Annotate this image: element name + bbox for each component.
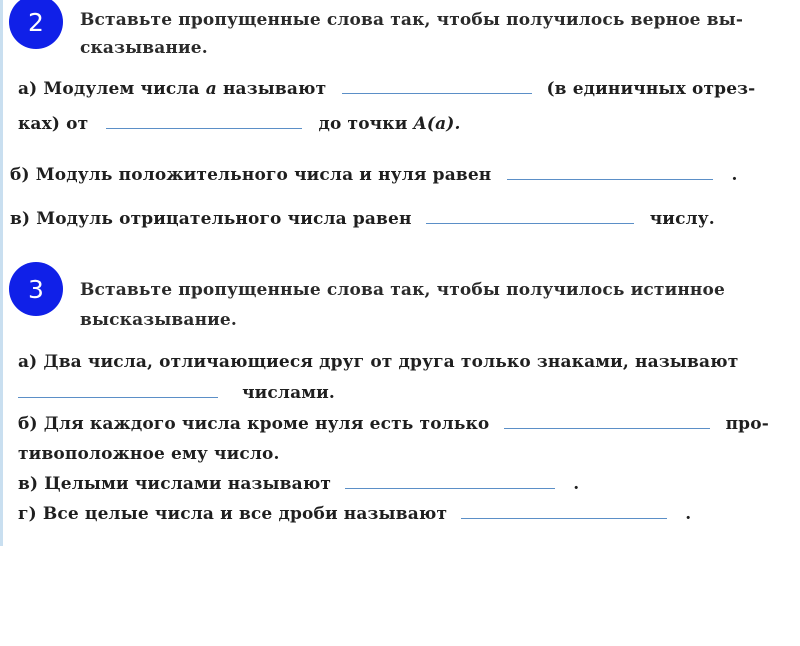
item-text: . [573,474,580,494]
item-text: а) Модулем числа [18,79,200,99]
item-text: про- [725,414,769,434]
task2-instruction-line1: Вставьте пропущенные слова так, чтобы получилось верное вы- [80,10,744,30]
item-text: числами. [242,383,335,403]
task2-item-a-line1 [18,78,755,100]
answer-blank[interactable] [342,79,532,94]
item-text: называют [222,79,327,99]
task3-item-a-line2 [18,382,335,404]
answer-blank[interactable] [18,383,218,398]
task-number-badge: 3 [9,262,63,316]
task2-item-a-line2 [18,113,461,135]
answer-blank[interactable] [461,504,667,519]
item-text: . [685,504,692,524]
task3-item-b-line1 [18,413,769,435]
task3-instruction-line1: Вставьте пропущенные слова так, чтобы получилось истинное [80,280,725,300]
page-edge-strip [0,0,3,546]
item-text: б) Модуль положительного числа и нуля равен [10,165,492,185]
task3-instruction-line2: высказывание. [80,310,237,330]
item-text: до точки [318,114,408,134]
task2-item-c [10,208,715,230]
answer-blank[interactable] [426,209,634,224]
task2-instruction-line2: сказывание. [80,38,208,58]
item-text: б) Для каждого числа кроме нуля есть только [18,414,490,434]
answer-blank[interactable] [106,114,302,129]
task-number-badge: 2 [9,0,63,49]
answer-blank[interactable] [345,474,555,489]
item-text: в) Целыми числами называют [18,474,332,494]
task3-item-b-line2: тивоположное ему число. [18,444,280,464]
item-text: г) Все целые числа и все дроби называют [18,504,448,524]
task3-item-c [18,473,579,495]
variable-a: a [205,79,217,99]
item-text: в) Модуль отрицательного числа равен [10,209,412,229]
answer-blank[interactable] [504,414,710,429]
task3-item-d [18,503,691,525]
task3-item-a-line1: а) Два числа, отличающиеся друг от друга только знаками, называют [18,352,739,372]
item-text: (в единичных отрез- [546,79,756,99]
item-text: числу. [649,209,715,229]
item-text: . [731,165,738,185]
item-text: ках) от [18,114,89,134]
task2-item-b [10,164,738,186]
point-label: A(a). [413,114,461,134]
answer-blank[interactable] [507,165,713,180]
